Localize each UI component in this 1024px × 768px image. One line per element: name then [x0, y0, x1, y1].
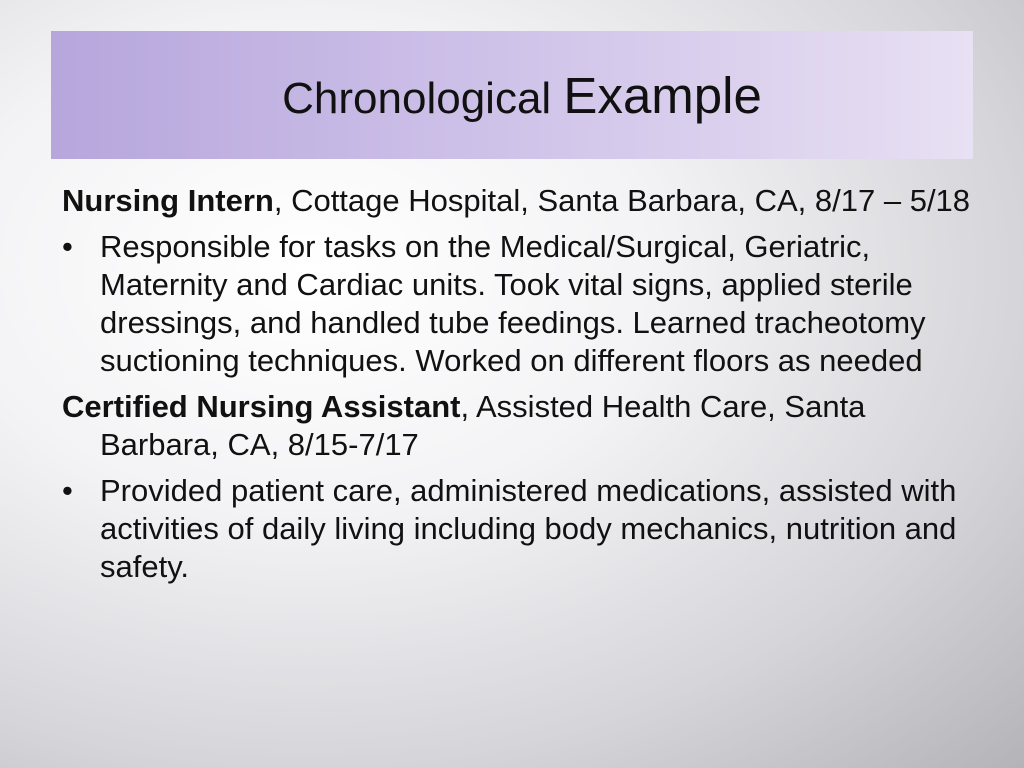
- bullet-glyph: •: [62, 229, 73, 264]
- job-bullet: [62, 228, 972, 380]
- job-bullet: [62, 472, 972, 586]
- job-entry-heading: [62, 182, 972, 220]
- job-entry-heading: [62, 388, 972, 464]
- slide-title-part1: Chronological: [282, 73, 564, 123]
- job-details: , Cottage Hospital, Santa Barbara, CA, 8/17 – 5/18: [273, 183, 971, 218]
- job-bullet-text: Responsible for tasks on the Medical/Surgical, Geriatric, Maternity and Cardiac units. Took vital signs, applied sterile dressings, and handled tube feedings. Learned tracheotomy suctioning techniques. Worked on different floors as needed: [100, 229, 926, 378]
- job-title: Nursing Intern: [62, 183, 274, 218]
- job-title: Certified Nursing Assistant: [62, 389, 461, 424]
- slide-title-part2: Example: [563, 66, 762, 124]
- job-details: , Assisted Health Care, Santa Barbara, CA, 8/15-7/17: [100, 389, 866, 462]
- slide-body: [62, 182, 972, 594]
- bullet-glyph: •: [62, 473, 73, 508]
- title-band: [51, 31, 973, 159]
- slide-title: [262, 66, 762, 124]
- job-bullet-text: Provided patient care, administered medications, assisted with activities of daily living including body mechanics, nutrition and safety.: [100, 473, 957, 584]
